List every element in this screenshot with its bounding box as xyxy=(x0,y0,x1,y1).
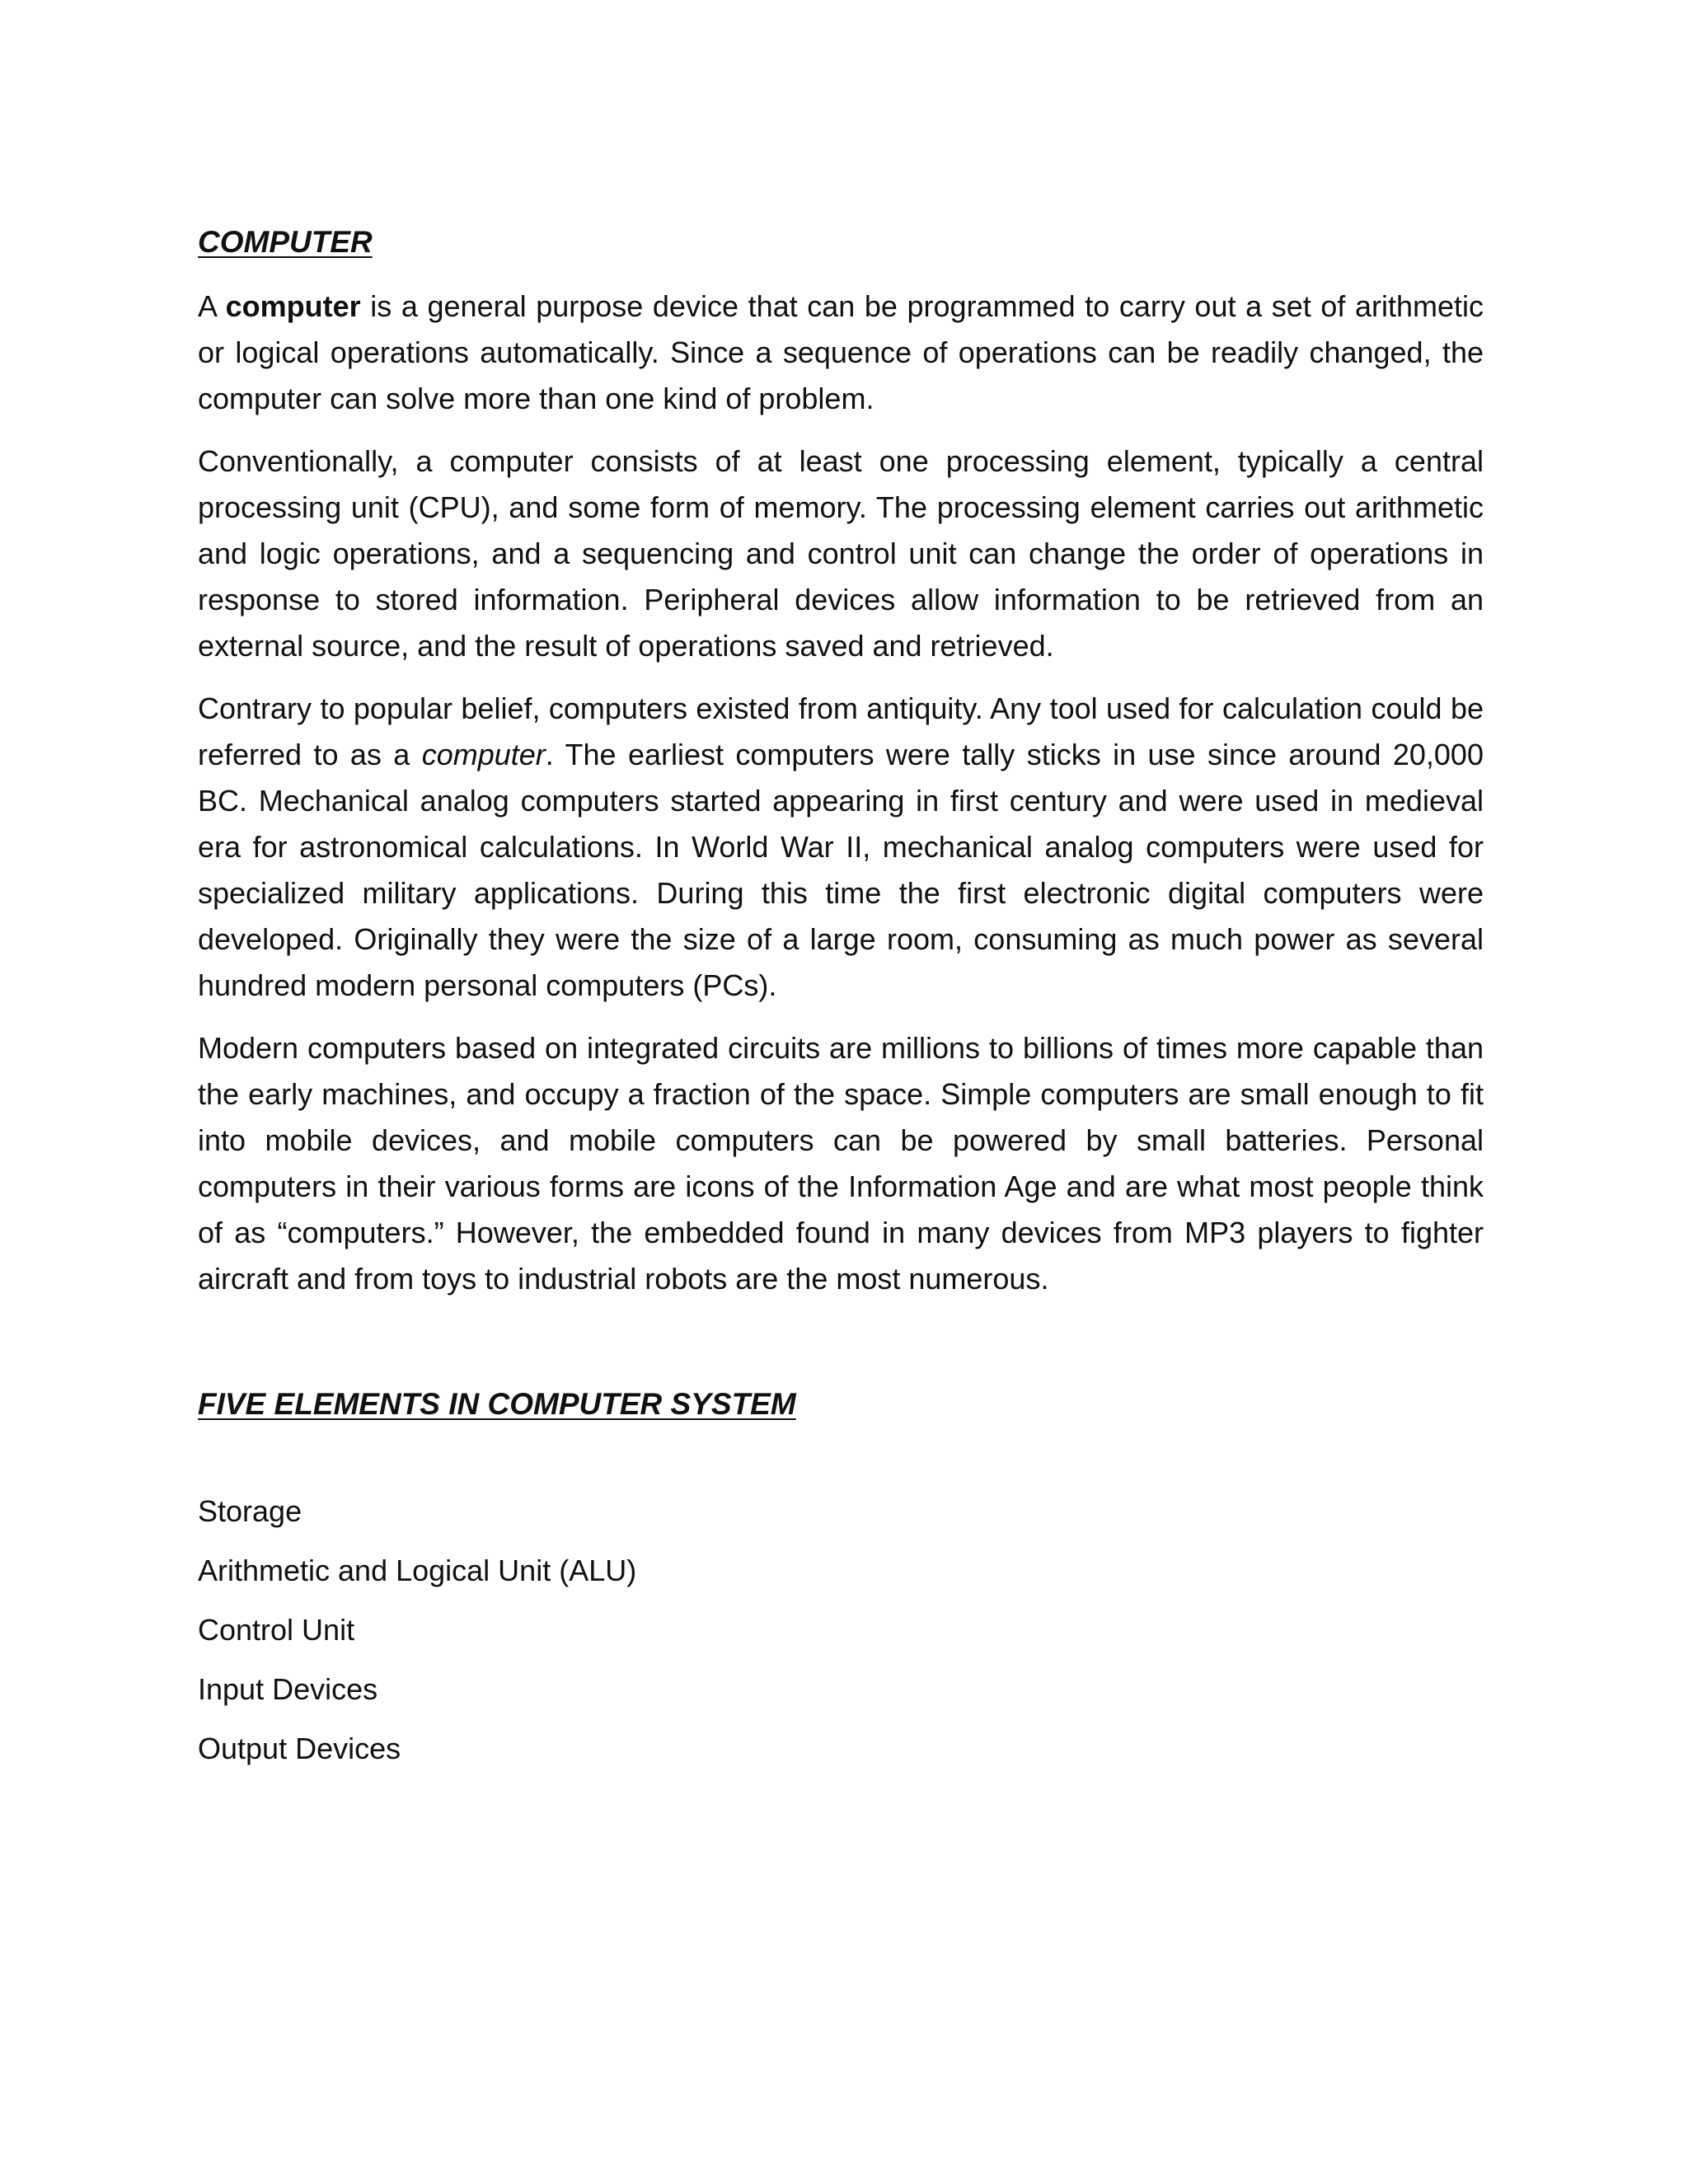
paragraph-definition-intro: A xyxy=(198,289,226,323)
list-item: Arithmetic and Logical Unit (ALU) xyxy=(198,1554,637,1587)
paragraph-definition xyxy=(198,284,1484,422)
document-page xyxy=(198,223,1484,1788)
paragraph-history-rest: . The earliest computers were tally sticks in use since around 20,000 BC. Mechanical analog computers started appearing in first century and were used in medieval era for astronomical calculations. In World War II, mechanical analog computers were used for specialized military applications. During this time the first electronic digital computers were developed. Originally they were the size of a large room, consuming as much power as several hundred modern personal computers (PCs). xyxy=(198,738,1484,1002)
term-computer: computer xyxy=(225,289,361,323)
list-item: Control Unit xyxy=(198,1613,355,1647)
section-title-computer: COMPUTER xyxy=(198,225,373,259)
list-item: Output Devices xyxy=(198,1732,401,1765)
paragraph-definition-rest: is a general purpose device that can be programmed to carry out a set of arithmetic or logical operations automatically. Since a sequence of operations can be readily changed, the computer can solve more than one kind of problem. xyxy=(198,289,1484,415)
section-title-five-elements: FIVE ELEMENTS IN COMPUTER SYSTEM xyxy=(198,1387,796,1421)
elements-list xyxy=(198,1492,1484,1769)
term-computer-italic: computer xyxy=(421,738,546,771)
paragraph-modern: Modern computers based on integrated circuits are millions to billions of times more capable than the early machines, and occupy a fraction of the space. Simple computers are small enough to fit into mobile devices, and mobile computers can be powered by small batteries. Personal computers in their various forms are icons of the Information Age and are what most people think of as “computers.” However, the embedded found in many devices from MP3 players to fighter aircraft and from toys to industrial robots are the most numerous. xyxy=(198,1031,1484,1296)
list-item: Input Devices xyxy=(198,1672,378,1706)
paragraph-history xyxy=(198,686,1484,1009)
paragraph-history-intro: Contrary to popular belief, computers existed from antiquity. Any tool used for calculation could be referred to as a xyxy=(198,691,1484,771)
list-item: Storage xyxy=(198,1494,302,1528)
paragraph-components: Conventionally, a computer consists of at least one processing element, typically a central processing unit (CPU), and some form of memory. The processing element carries out arithmetic and logic operations, and a sequencing and control unit can change the order of operations in response to stored information. Peripheral devices allow information to be retrieved from an external source, and the result of operations saved and retrieved. xyxy=(198,444,1484,663)
